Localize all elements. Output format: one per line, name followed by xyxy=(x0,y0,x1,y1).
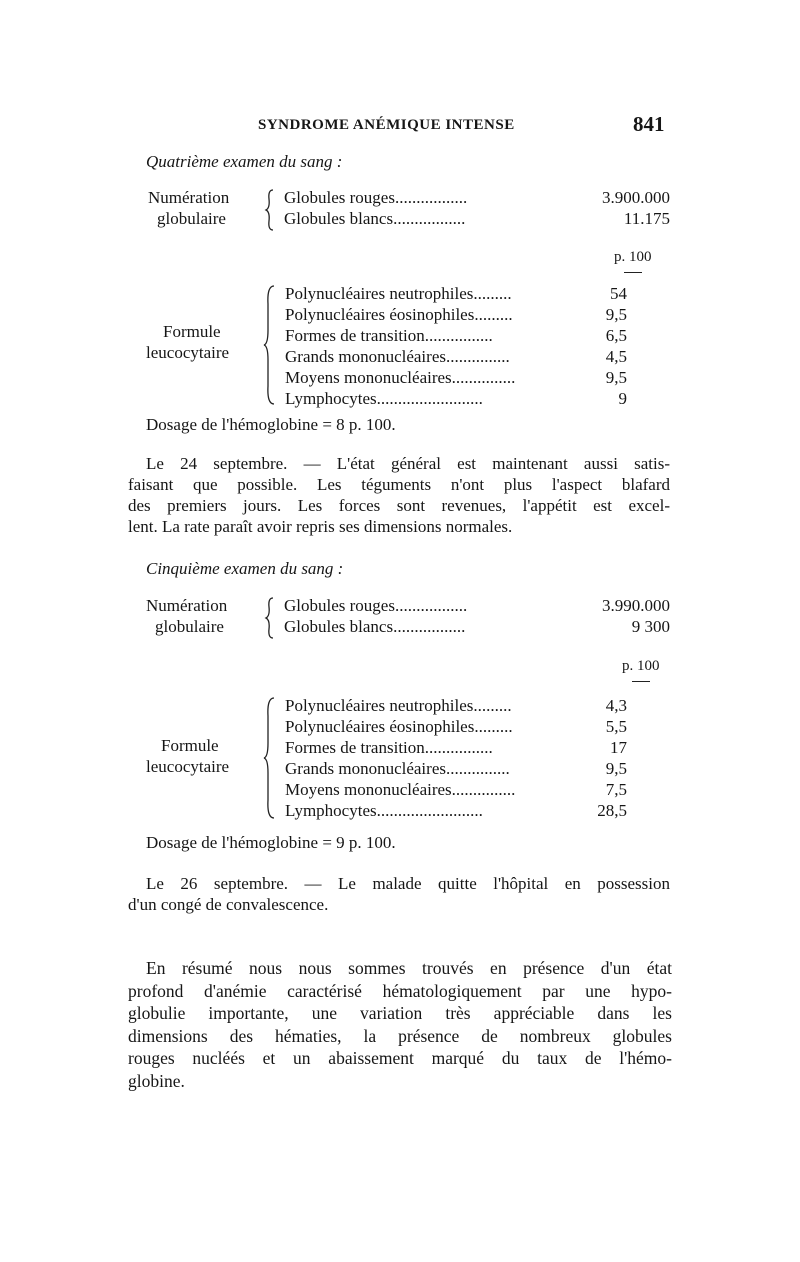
row-value: 3.900.000 xyxy=(602,188,670,207)
paragraph-line: des premiers jours. Les forces sont revenues, l'appétit est excel- xyxy=(128,496,670,515)
exam4-row-eosinophiles xyxy=(285,305,627,325)
exam5-row-lymphocytes xyxy=(285,801,627,821)
row-name: Lymphocytes......................... xyxy=(285,801,483,820)
exam4-row-lymphocytes xyxy=(285,389,627,409)
exam5-row-eosinophiles xyxy=(285,717,627,737)
exam4-row-globules-rouges xyxy=(284,188,670,208)
row-value: 28,5 xyxy=(597,801,627,820)
row-value: 4,3 xyxy=(605,696,627,715)
paragraph-line: lent. La rate paraît avoir repris ses dimensions normales. xyxy=(128,517,513,536)
row-value: 9 xyxy=(618,389,627,408)
paragraph-line: d'un congé de convalescence. xyxy=(128,895,329,914)
exam5-heading: Cinquième examen du sang : xyxy=(146,559,344,578)
exam4-formule-label-2: leucocytaire xyxy=(146,343,230,362)
summary-paragraph xyxy=(128,957,672,1092)
paragraph-line: En résumé nous nous sommes trouvés en présence d'un état xyxy=(146,958,672,978)
paragraph-line: profond d'anémie caractérisé hématologiquement par une hypo- xyxy=(128,980,672,1001)
exam4-hemoglobin: Dosage de l'hémoglobine = 8 p. 100. xyxy=(146,415,396,434)
row-value: 17 xyxy=(610,738,627,757)
row-name: Formes de transition................ xyxy=(285,326,493,345)
exam4-row-grands-mono xyxy=(285,347,627,367)
paragraph-24-septembre xyxy=(128,453,670,537)
row-name: Grands mononucléaires............... xyxy=(285,759,510,778)
row-name: Polynucléaires neutrophiles......... xyxy=(285,696,512,715)
row-name: Globules blancs................. xyxy=(284,617,466,636)
row-value: 54 xyxy=(610,284,627,303)
exam5-row-globules-rouges xyxy=(284,596,670,616)
exam5-unit-rule xyxy=(632,681,650,682)
paragraph-line: rouges nucléés et un abaissement marqué du taux de l'hémo- xyxy=(128,1048,672,1068)
paragraph-line: Le 26 septembre. — Le malade quitte l'hôpital en possession xyxy=(146,874,670,893)
row-name: Globules blancs................. xyxy=(284,209,466,228)
paragraph-line: dimensions des hématies, la présence de nombreux globules xyxy=(128,1025,672,1046)
exam4-row-globules-blancs xyxy=(284,209,670,229)
row-value: 9,5 xyxy=(605,368,627,387)
exam5-row-moyens-mono xyxy=(285,780,627,800)
exam4-numeration-label-2: globulaire xyxy=(157,209,226,228)
exam4-formule-brace xyxy=(262,284,276,406)
row-name: Globules rouges................. xyxy=(284,188,468,207)
row-value: 9,5 xyxy=(605,305,627,324)
exam5-unit: p. 100 xyxy=(622,658,660,674)
row-value: 9,5 xyxy=(605,759,627,778)
exam4-heading: Quatrième examen du sang : xyxy=(146,152,343,171)
paragraph-line: globine. xyxy=(128,1070,185,1091)
row-value: 7,5 xyxy=(605,780,627,799)
paragraph-26-septembre xyxy=(128,873,670,915)
row-value: 11.175 xyxy=(623,209,670,228)
exam4-unit: p. 100 xyxy=(614,249,652,265)
exam4-unit-rule xyxy=(624,272,642,273)
exam5-numeration-label-1: Numération xyxy=(146,596,228,615)
exam5-hemoglobin: Dosage de l'hémoglobine = 9 p. 100. xyxy=(146,833,396,852)
exam4-row-transition xyxy=(285,326,627,346)
exam5-numeration-brace xyxy=(264,596,276,640)
row-value: 5,5 xyxy=(605,717,627,736)
running-header: SYNDROME ANÉMIQUE INTENSE xyxy=(258,117,515,133)
row-name: Globules rouges................. xyxy=(284,596,468,615)
paragraph-line: faisant que possible. Les téguments n'ont plus l'aspect blafard xyxy=(128,475,670,494)
row-name: Lymphocytes......................... xyxy=(285,389,483,408)
row-name: Polynucléaires éosinophiles......... xyxy=(285,717,513,736)
exam5-formule-label-1: Formule xyxy=(161,736,219,755)
exam5-formule-brace xyxy=(262,696,276,820)
exam5-formule-label-2: leucocytaire xyxy=(146,757,230,776)
exam4-formule-label-1: Formule xyxy=(163,322,221,341)
exam4-numeration-label-1: Numération xyxy=(148,188,230,207)
row-name: Moyens mononucléaires............... xyxy=(285,368,516,387)
exam5-row-globules-blancs xyxy=(284,617,670,637)
row-name: Moyens mononucléaires............... xyxy=(285,780,516,799)
page-number: 841 xyxy=(633,112,665,136)
row-value: 9 300 xyxy=(631,617,670,636)
row-value: 4,5 xyxy=(605,347,627,366)
row-value: 6,5 xyxy=(605,326,627,345)
exam5-row-neutrophiles xyxy=(285,696,627,716)
exam5-numeration-label-2: globulaire xyxy=(155,617,224,636)
exam5-row-grands-mono xyxy=(285,759,627,779)
exam4-numeration-brace xyxy=(264,188,276,232)
row-name: Grands mononucléaires............... xyxy=(285,347,510,366)
exam4-row-neutrophiles xyxy=(285,284,627,304)
paragraph-line: globulie importante, une variation très appréciable dans les xyxy=(128,1003,672,1023)
row-name: Formes de transition................ xyxy=(285,738,493,757)
exam5-row-transition xyxy=(285,738,627,758)
paragraph-line: Le 24 septembre. — L'état général est maintenant aussi satis- xyxy=(146,454,670,473)
row-name: Polynucléaires éosinophiles......... xyxy=(285,305,513,324)
row-name: Polynucléaires neutrophiles......... xyxy=(285,284,512,303)
row-value: 3.990.000 xyxy=(602,596,670,615)
exam4-row-moyens-mono xyxy=(285,368,627,388)
